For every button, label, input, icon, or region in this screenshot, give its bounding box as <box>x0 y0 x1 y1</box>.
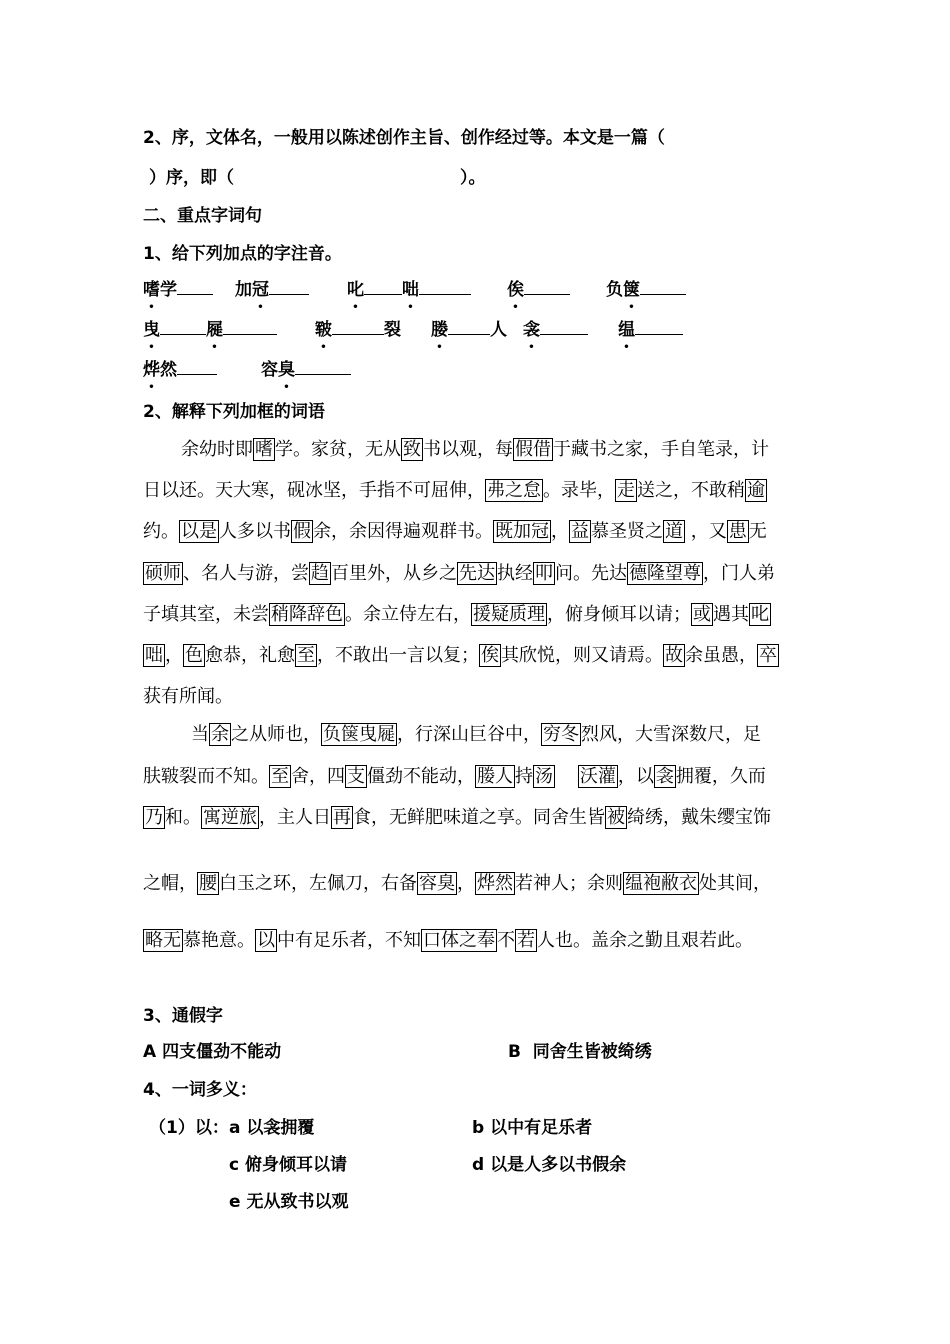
duoyi-item-d: d 以是人多以书假余 <box>472 1155 627 1175</box>
passage-text: 烈风，大雪深数尺，足 <box>581 724 761 745</box>
dotted-char: 屣 <box>206 320 223 340</box>
boxed-word: 德隆望尊 <box>629 563 701 584</box>
pinyin-blank[interactable] <box>269 278 309 295</box>
boxed-word: 沃灌 <box>579 766 616 787</box>
pinyin-blank[interactable] <box>364 278 402 295</box>
passage-text: 若神人；余则 <box>515 873 623 894</box>
boxed-word: 道 <box>665 521 683 542</box>
passage-text: 处其间， <box>699 873 771 894</box>
passage-text: 中有足乐者，不知 <box>277 930 421 951</box>
boxed-word: 硕师 <box>145 563 181 584</box>
passage-text: 白玉之环，左佩刀，右备 <box>219 873 417 894</box>
boxed-word: 乃 <box>145 807 163 828</box>
pinyin-blank[interactable] <box>332 318 384 335</box>
passage-text: ，俯身倾耳以请； <box>547 604 691 625</box>
pinyin-blank[interactable] <box>640 278 686 295</box>
passage-text: ，行深山巨谷中， <box>397 724 541 745</box>
dotted-char: 冠 <box>252 280 269 300</box>
boxed-word: 故 <box>665 645 683 666</box>
passage-text: 问。先达 <box>555 563 627 584</box>
passage-text: ，主人日 <box>259 807 331 828</box>
passage-text: 之帽， <box>143 873 197 894</box>
dotted-char: 烨 <box>143 360 160 380</box>
passage-text: 书以观，每 <box>423 439 513 460</box>
passage-text: 绮绣，戴朱缨宝饰 <box>627 807 771 828</box>
boxed-word: 烨然 <box>477 873 513 894</box>
passage-text: 余虽愚， <box>685 645 757 666</box>
passage-line <box>143 478 767 504</box>
pinyin-blank[interactable] <box>524 278 570 295</box>
passage-text: 执经 <box>497 563 533 584</box>
boxed-word: 假借 <box>515 439 551 460</box>
passage-text: 慕圣贤之 <box>591 521 663 542</box>
passage-line <box>143 519 767 545</box>
passage-text: 人多以书 <box>219 521 291 542</box>
passage-text: 僵劲不能动， <box>367 766 475 787</box>
char: 学 <box>160 280 177 300</box>
boxed-word: 弗之怠 <box>487 480 541 501</box>
passage-line <box>143 561 775 587</box>
pinyin-blank[interactable] <box>448 318 490 335</box>
char: 人 <box>490 320 507 340</box>
passage-text: 百里外，从乡之 <box>331 563 457 584</box>
boxed-word: 被 <box>607 807 625 828</box>
pinyin-blank[interactable] <box>635 318 683 335</box>
passage-text: 当 <box>191 724 209 745</box>
pinyin-row-2 <box>143 318 683 342</box>
passage-line <box>143 928 753 954</box>
passage-text: 于藏书之家，手自笔录，计 <box>553 439 769 460</box>
boxed-word: 色 <box>185 645 203 666</box>
passage-text: 获有所闻。 <box>143 686 233 707</box>
char: 裂 <box>384 320 401 340</box>
passage-text: 子填其室，未尝 <box>143 604 269 625</box>
passage-text: ，不敢出一言以复； <box>317 645 479 666</box>
passage-text: 不 <box>497 930 515 951</box>
explain-question-title: 2、解释下列加框的词语 <box>143 402 325 422</box>
pinyin-blank[interactable] <box>223 318 277 335</box>
boxed-word: 走 <box>617 480 635 501</box>
boxed-word: 口体之奉 <box>423 930 495 951</box>
passage-line <box>191 722 761 748</box>
duoyi-item-c: c 俯身倾耳以请 <box>229 1155 347 1175</box>
dotted-char: 箧 <box>623 280 640 300</box>
char: 加 <box>235 280 252 300</box>
passage-text: 。余立侍左右， <box>345 604 471 625</box>
char: 然 <box>160 360 177 380</box>
pinyin-blank[interactable] <box>160 318 206 335</box>
dotted-char: 皲 <box>315 320 332 340</box>
passage-text: 拥覆，久而 <box>675 766 766 787</box>
xu-question-line2 <box>149 166 486 190</box>
boxed-word: 援疑质理 <box>473 604 545 625</box>
xu-question-line2-start: ）序，即（ <box>149 168 234 188</box>
boxed-word: 趋 <box>311 563 329 584</box>
xu-question-line2-end: ）。 <box>460 168 486 188</box>
passage-text: ， <box>457 873 475 894</box>
boxed-word: 致 <box>403 439 421 460</box>
pinyin-blank[interactable] <box>295 358 351 375</box>
passage-line <box>181 437 769 463</box>
dotted-char: 嗜 <box>143 280 160 300</box>
boxed-word: 缊袍敝衣 <box>625 873 697 894</box>
boxed-word: 逾 <box>747 480 765 501</box>
duoyi-item-a: a 以衾拥覆 <box>229 1118 315 1138</box>
passage-text: ，以 <box>617 766 654 787</box>
boxed-word: 媵人 <box>477 766 513 787</box>
boxed-word: 假 <box>293 521 311 542</box>
boxed-word: 患 <box>728 521 747 542</box>
pinyin-question-title: 1、给下列加点的字注音。 <box>143 244 342 264</box>
dotted-char: 衾 <box>523 320 540 340</box>
dotted-char: 咄 <box>402 280 419 300</box>
passage-text: 肤皲裂而不知。 <box>143 766 269 787</box>
boxed-word: 益 <box>571 521 589 542</box>
passage-text: 人也。盖余之勤且艰若此。 <box>537 930 753 951</box>
passage-text: 无 <box>748 521 767 542</box>
boxed-word: 以 <box>257 930 275 951</box>
passage-text: 之从师也， <box>231 724 321 745</box>
boxed-word: 既加冠 <box>495 521 549 542</box>
passage-text: 持 <box>515 766 533 787</box>
boxed-word: 余 <box>211 724 229 745</box>
boxed-word: 至 <box>297 645 315 666</box>
tongjia-item-a: A 四支僵劲不能动 <box>143 1042 282 1062</box>
boxed-word: 汤 <box>535 766 553 787</box>
pinyin-row-3 <box>143 358 351 382</box>
boxed-word: 嗜 <box>255 439 273 460</box>
dotted-char: 曳 <box>143 320 160 340</box>
duoyi-item-e: e 无从致书以观 <box>229 1192 349 1212</box>
passage-text: 、名人与游，尝 <box>183 563 309 584</box>
passage-line <box>143 871 771 897</box>
passage-text: 。录毕， <box>543 480 615 501</box>
duoyi-item-b: b 以中有足乐者 <box>472 1118 593 1138</box>
boxed-word: 咄 <box>145 645 163 666</box>
boxed-word: 再 <box>333 807 351 828</box>
passage-text: ，门人弟 <box>703 563 775 584</box>
boxed-word: 衾 <box>655 766 674 787</box>
pinyin-blank[interactable] <box>540 318 588 335</box>
dotted-char: 臭 <box>278 360 295 380</box>
tongjia-title: 3、通假字 <box>143 1006 223 1026</box>
passage-text: 送之，不敢稍 <box>637 480 745 501</box>
tongjia-item-b: B 同舍生皆被绮绣 <box>508 1042 652 1062</box>
passage-text: 余，余因得遍观群书。 <box>313 521 493 542</box>
pinyin-blank[interactable] <box>177 278 213 295</box>
dotted-char: 缊 <box>618 320 635 340</box>
passage-line <box>143 805 771 831</box>
passage-line <box>143 602 771 628</box>
passage-line <box>143 684 233 710</box>
passage-text: 慕艳意。 <box>183 930 255 951</box>
passage-text: 约。 <box>143 521 179 542</box>
boxed-word: 寓逆旅 <box>203 807 257 828</box>
passage-text: 和。 <box>165 807 201 828</box>
dotted-char: 叱 <box>347 280 364 300</box>
pinyin-row-1 <box>143 278 686 302</box>
boxed-word: 叱 <box>751 604 769 625</box>
char: 负 <box>606 280 623 300</box>
boxed-word: 先达 <box>459 563 495 584</box>
boxed-word: 支 <box>347 766 365 787</box>
passage-text: 愈恭，礼愈 <box>205 645 295 666</box>
boxed-word: 或 <box>693 604 711 625</box>
passage-text: 舍，四 <box>291 766 345 787</box>
duoyi-title: 4、一词多义： <box>143 1080 257 1100</box>
passage-text: 日以还。天大寒，砚冰坚，手指不可屈伸， <box>143 480 485 501</box>
boxed-word: 至 <box>271 766 289 787</box>
duoyi-label: （1）以： <box>149 1118 229 1138</box>
boxed-word: 稍降辞色 <box>271 604 343 625</box>
boxed-word: 若 <box>517 930 535 951</box>
boxed-word: 负箧曳屣 <box>323 724 395 745</box>
boxed-word: 穷冬 <box>543 724 579 745</box>
passage-line <box>143 764 766 790</box>
dotted-char: 俟 <box>507 280 524 300</box>
passage-line <box>143 643 779 669</box>
passage-text: 余幼时即 <box>181 439 253 460</box>
passage-text: ， <box>165 645 183 666</box>
passage-text: 遇其 <box>713 604 749 625</box>
passage-text: 食，无鲜肥味道之享。同舍生皆 <box>353 807 605 828</box>
boxed-word: 容臭 <box>419 873 455 894</box>
pinyin-blank[interactable] <box>419 278 471 295</box>
boxed-word: 卒 <box>759 645 777 666</box>
boxed-word: 叩 <box>535 563 553 584</box>
char: 容 <box>261 360 278 380</box>
passage-text <box>555 766 578 787</box>
xu-question-line1: 2、序，文体名，一般用以陈述创作主旨、创作经过等。本文是一篇（ <box>143 128 665 148</box>
passage-text: 学。家贫，无从 <box>275 439 401 460</box>
passage-text: 其欣悦，则又请焉。 <box>501 645 663 666</box>
passage-text: ， <box>551 521 569 542</box>
pinyin-blank[interactable] <box>177 358 217 375</box>
passage-text: ，又 <box>685 521 727 542</box>
boxed-word: 腰 <box>199 873 217 894</box>
boxed-word: 俟 <box>481 645 499 666</box>
boxed-word: 略无 <box>145 930 181 951</box>
section-two-title: 二、重点字词句 <box>143 206 262 226</box>
boxed-word: 以是 <box>181 521 217 542</box>
dotted-char: 媵 <box>431 320 448 340</box>
